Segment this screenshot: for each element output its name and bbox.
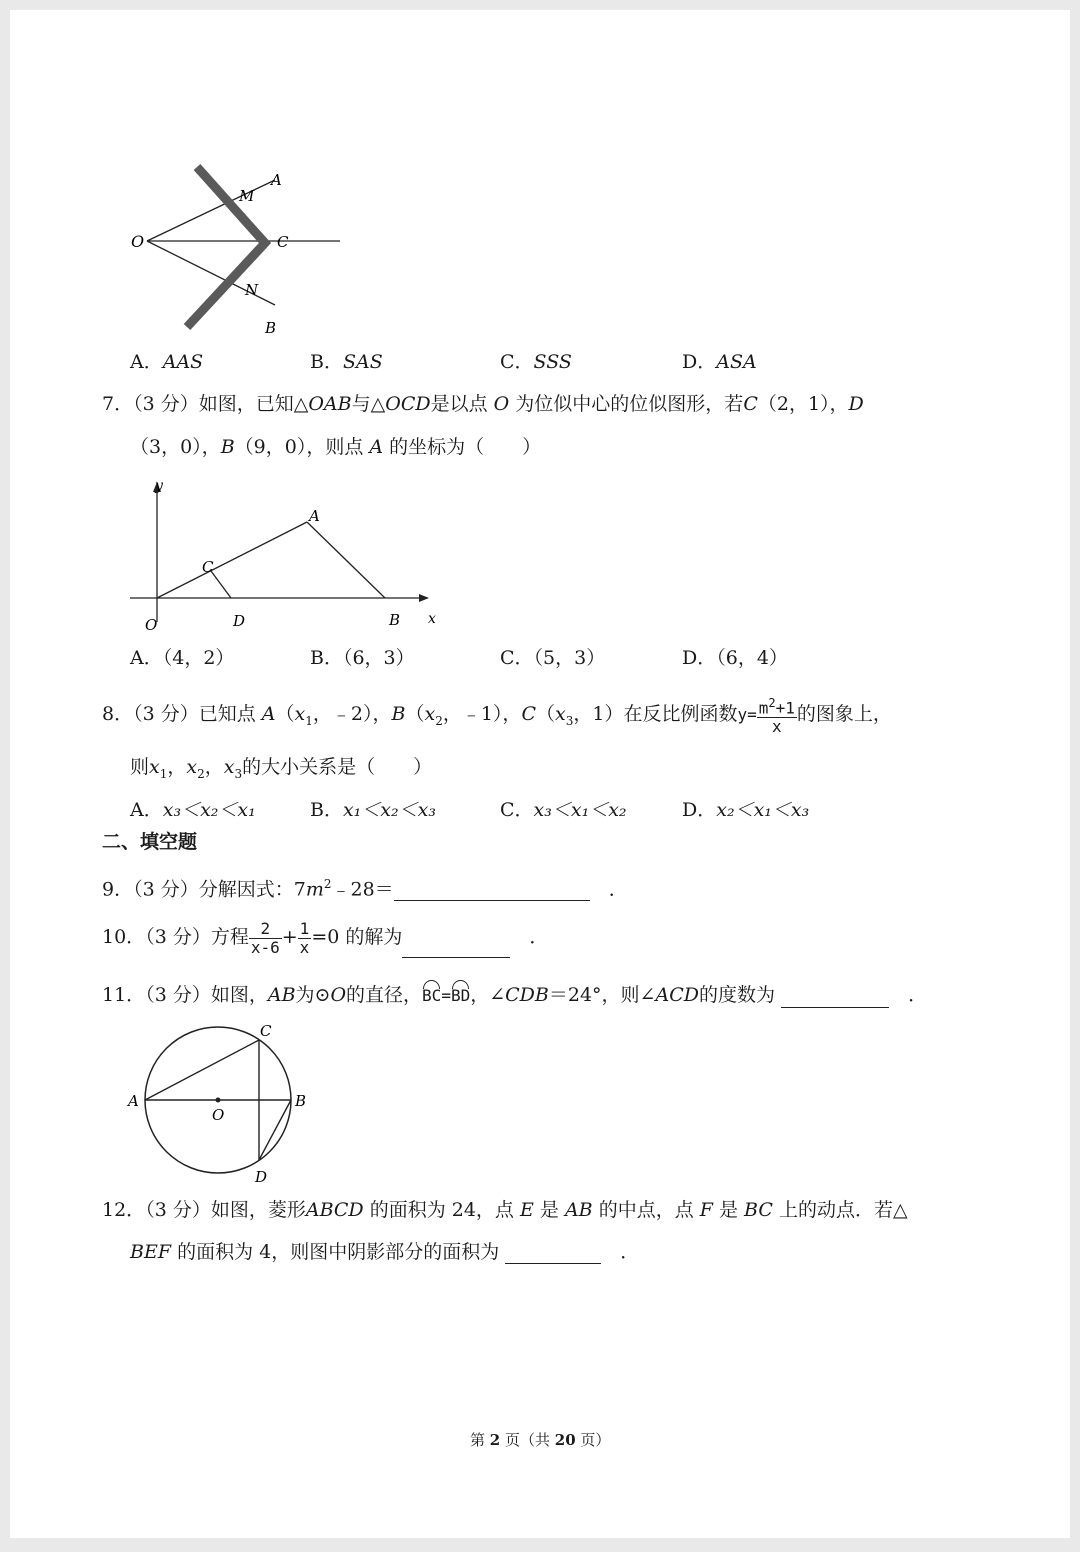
- exam-page: [10, 10, 1070, 1538]
- label-B: B: [295, 1092, 307, 1110]
- q10-line: 10．（3 分）方程 $\frac{2}{x-6}$ + $\frac{1}{x}$ =0 的解为 ．: [102, 918, 549, 957]
- q11-figure: [125, 1022, 335, 1187]
- arc-bc: BC: [422, 980, 441, 1008]
- q6-option-d: D．ASA: [682, 351, 757, 373]
- q11-line: 11．（3 分）如图，AB为⊙O的直径，BC=BD，∠CDB＝24°，则∠ACD的度数为 ．: [102, 980, 927, 1008]
- label-A: A: [309, 507, 320, 525]
- q8-option-b: B．x₁＜x₂＜x₃: [310, 799, 436, 821]
- q8-function: y=: [737, 705, 757, 725]
- q9-line: 9．（3 分）分解因式：$7m^2﹣28=$ ．: [102, 877, 628, 901]
- label-B: B: [389, 611, 401, 629]
- segment-OA: [157, 522, 307, 598]
- center-dot: [216, 1098, 221, 1103]
- q8-fraction: $\frac{m^2+1}{x}$: [758, 696, 795, 737]
- label-C: C: [202, 558, 214, 576]
- q8-option-c: C．x₃＜x₁＜x₂: [500, 799, 627, 821]
- q12-line1: 12．（3 分）如图，菱形ABCD 的面积为 24，点 E 是 AB 的中点，点 F 是 BC 上的动点．若△: [102, 1199, 908, 1221]
- chord-BD: [259, 1100, 291, 1160]
- section-title: 二、填空题: [102, 831, 198, 853]
- q7-line1: 7．（3 分）如图，已知△OAB与△OCD是以点 O 为位似中心的位似图形，若C（2，1），D: [102, 393, 864, 415]
- q6-option-c: C．SSS: [500, 351, 572, 373]
- segment-CD: [211, 571, 231, 598]
- label-N: N: [245, 281, 259, 299]
- q8-line2: 则$x_1$，$x_2$，$x_3$的大小关系是（ ）: [130, 756, 433, 781]
- q10-fraction-1: $\frac{2}{x-6}$: [250, 918, 280, 957]
- q12-answer-blank[interactable]: [505, 1243, 601, 1264]
- label-O: O: [145, 616, 158, 632]
- q6-figure: [125, 155, 365, 340]
- q6-option-b: B．SAS: [310, 351, 383, 373]
- q7-figure: [125, 472, 445, 632]
- label-M: M: [239, 187, 255, 205]
- q7-option-c: C．（5，3）: [500, 647, 606, 669]
- q8-option-d: D．x₂＜x₁＜x₃: [682, 799, 810, 821]
- q10-answer-blank[interactable]: [402, 937, 510, 958]
- arc-bd: BD: [451, 980, 470, 1008]
- q7-option-a: A．（4，2）: [130, 647, 235, 669]
- q12-line2: BEF 的面积为 4，则图中阴影部分的面积为 ．: [130, 1241, 640, 1263]
- label-A: A: [128, 1092, 139, 1110]
- segment-AB: [307, 522, 385, 598]
- chord-AC: [145, 1040, 259, 1100]
- q11-answer-blank[interactable]: [781, 987, 889, 1008]
- x-axis-arrow: [419, 594, 429, 602]
- label-D: D: [255, 1168, 268, 1186]
- label-C: C: [260, 1022, 272, 1040]
- label-O: O: [131, 232, 145, 251]
- label-A: A: [271, 171, 282, 189]
- label-O: O: [212, 1106, 225, 1124]
- label-D: D: [233, 612, 246, 630]
- q7-line2: （3，0），B（9，0），则点 A 的坐标为（ ）: [130, 436, 542, 458]
- q7-option-b: B．（6，3）: [310, 647, 415, 669]
- q10-fraction-2: $\frac{1}{x}$: [299, 918, 310, 957]
- label-B: B: [265, 319, 277, 337]
- q8-option-a: A．x₃＜x₂＜x₁: [130, 799, 256, 821]
- q6-option-a: A．AAS: [130, 351, 204, 373]
- page-footer: 第 2 页（共 20 页）: [470, 1431, 611, 1449]
- label-C: C: [277, 233, 289, 251]
- label-x: x: [428, 611, 436, 627]
- q8-line1: 8．（3 分）已知点 $A(x_1$，﹣2），$B(x_2$，﹣1），$C(x_3$，1）在反比例函数y= $\frac{m^2+1}{x}$ 的图象上，: [102, 696, 892, 737]
- q7-option-d: D．（6，4）: [682, 647, 788, 669]
- label-y: y: [155, 478, 163, 494]
- q9-answer-blank[interactable]: [394, 880, 590, 901]
